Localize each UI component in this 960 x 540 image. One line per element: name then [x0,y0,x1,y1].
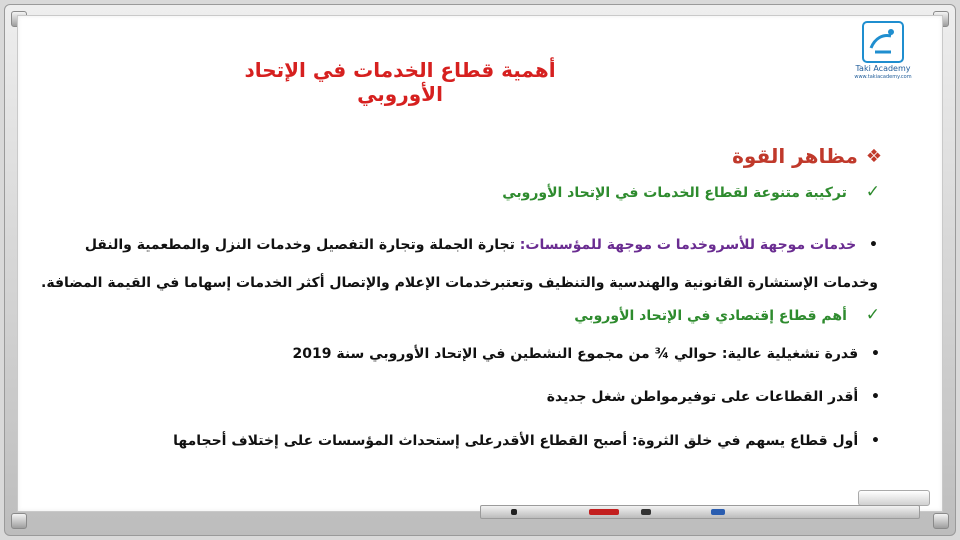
check-item-1 [502,182,880,202]
taki-academy-logo [838,20,928,94]
diamond-icon: ❖ [865,145,882,167]
marker-blue [711,509,725,515]
bullet-dot-icon: • [871,389,880,405]
section-heading-text: مظاهر القوة [732,144,858,168]
bullet-item-4-text: أول قطاع يسهم في خلق الثروة: أصبح القطاع الأقدرعلى إستحداث المؤسسات على إختلاف أحجامها [173,433,859,449]
logo-site: www.takiacademy.com [854,74,912,80]
bullet-item-1-highlight: خدمات موجهة للأسروخدما ت موجهة للمؤسسات: [519,237,857,253]
marker-dark [641,509,651,515]
logo-name: Taki Academy [855,64,911,73]
bullet-item-2-text: قدرة تشغيلية عالية: حوالي ¾ من مجموع النشطين في الإتحاد الأوروبي سنة 2019 [292,346,859,362]
bullet-dot-icon: • [871,433,880,449]
check-item-2-text: أهم قطاع إقتصادي في الإتحاد الأوروبي [574,308,847,324]
logo-mark-icon [861,20,905,64]
check-item-2 [574,305,880,325]
bullet-item-3 [547,389,880,405]
checkmark-icon: ✓ [865,305,880,325]
marker-red [589,509,619,515]
bullet-item-4 [173,433,880,449]
page-title: أهمية قطاع الخدمات في الإتحاد الأوروبي [244,58,556,106]
marker-tray [480,505,920,519]
bullet-dot-icon: • [869,237,878,253]
bullet-item-3-text: أقدر القطاعات على توفيرمواطن شغل جديدة [546,389,859,405]
bullet-item-2 [292,346,880,362]
bullet-dot-icon: • [871,346,880,362]
frame-corner [933,513,949,529]
bullet-item-1 [38,226,878,302]
marker-black [511,509,517,515]
checkmark-icon: ✓ [865,182,880,202]
bullet-item-1-text: تجارة الجملة وتجارة التفصيل وخدمات النزل والمطعمية والنقل وخدمات الإستشارة القانونية والهندسية والتنظيف وتعتبرخدمات الإعلام والإتصال أكثر الخدمات إسهاما في القيمة المضافة. [41,237,878,291]
board-eraser [858,490,930,506]
section-heading [622,140,882,172]
check-item-1-text: تركيبة متنوعة لقطاع الخدمات في الإتحاد الأوروبي [502,185,847,201]
frame-corner [11,513,27,529]
